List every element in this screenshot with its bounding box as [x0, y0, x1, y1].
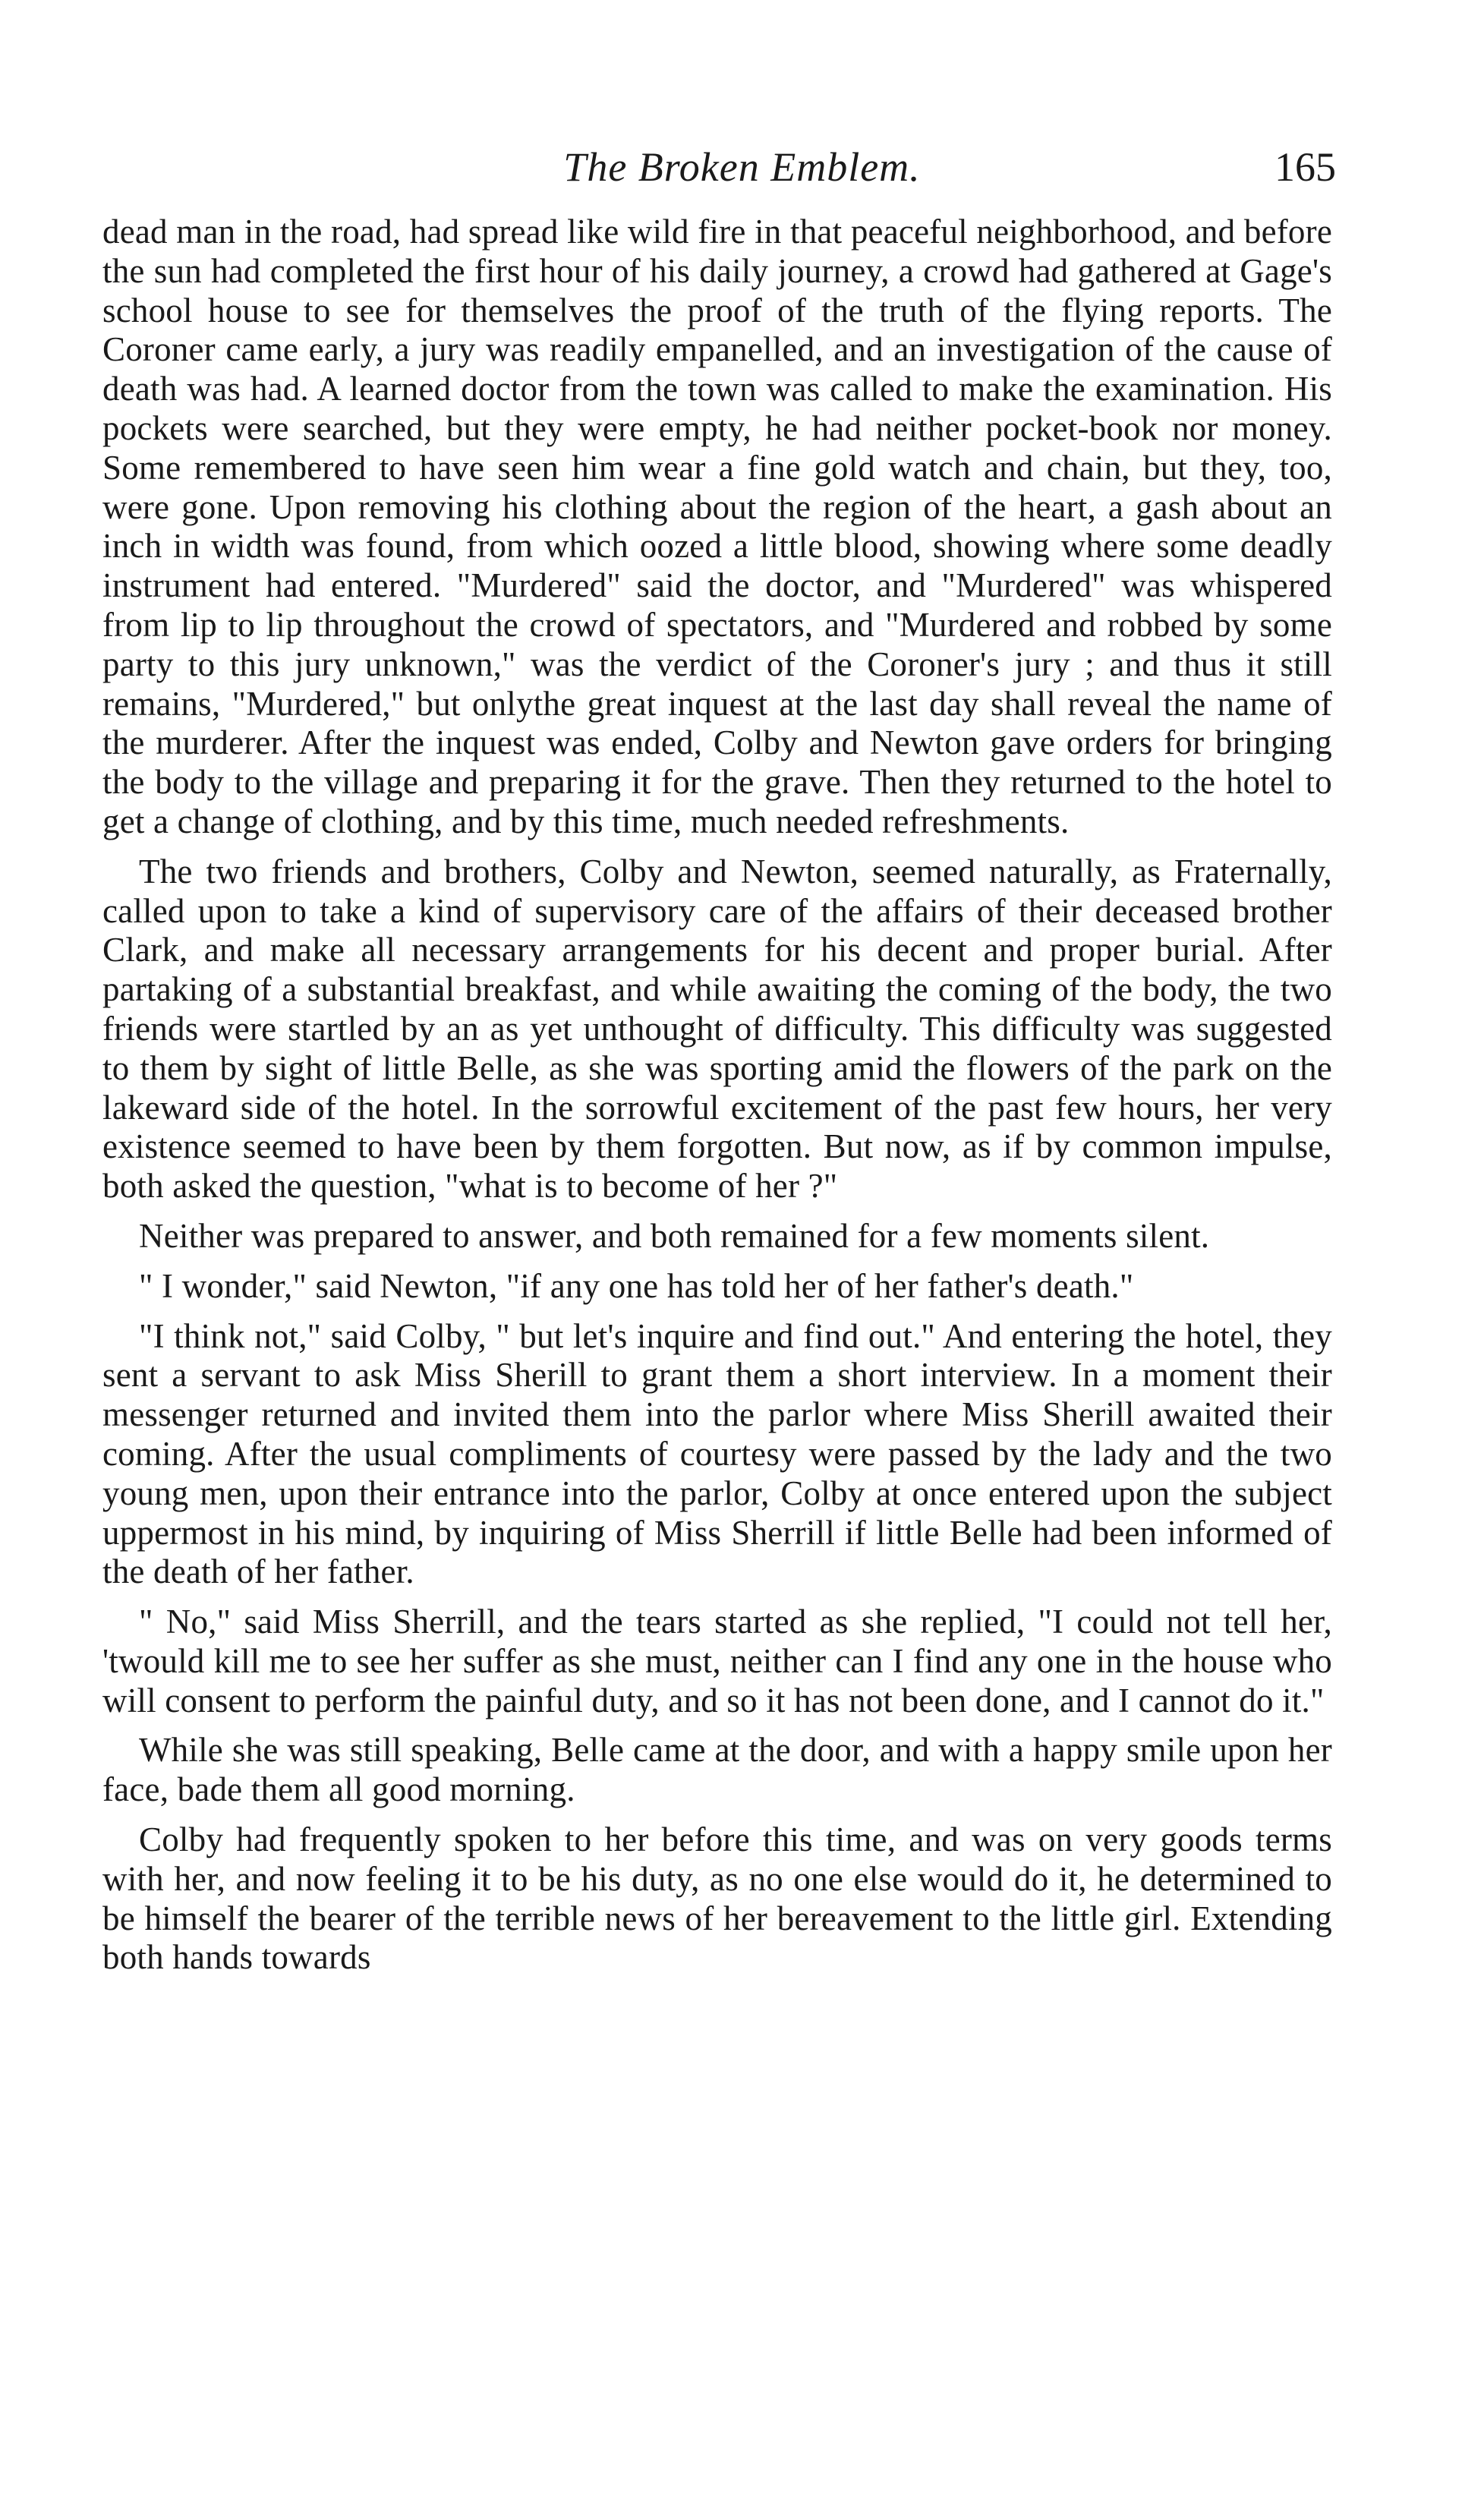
paragraph: "I think not," said Colby, " but let's inquire and find out." And entering the hotel, they sent a servant to ask Miss Sherill to grant them a short interview. In a moment their messenger returned and invited them into the parlor where Miss Sherill awaited their coming. After the usual compliments of courtesy were passed by the lady and the two young men, upon their entrance into the parlor, Colby at once entered upon the subject uppermost in his mind, by inquiring of Miss Sherrill if little Belle had been informed of the death of her father. — [102, 1316, 1332, 1591]
paragraph: While she was still speaking, Belle came at the door, and with a happy smile upon her face, bade them all good morning. — [102, 1731, 1332, 1809]
body-text — [102, 213, 1332, 1978]
paragraph: Colby had frequently spoken to her before this time, and was on very goods terms with her, and now feeling it to be his duty, as no one else would do it, he determined to be himself the bearer of the terrible news of her bereavement to the little girl. Extending both hands towards — [102, 1820, 1332, 1977]
paragraph: " No," said Miss Sherrill, and the tears started as she replied, "I could not tell her, 'twould kill me to see her suffer as she must, neither can I find any one in the house who will consent to perform the painful duty, and so it has not been done, and I cannot do it." — [102, 1603, 1332, 1719]
paragraph: The two friends and brothers, Colby and Newton, seemed naturally, as Fraternally, called upon to take a kind of supervisory care of the affairs of their deceased brother Clark, and make all necessary arrangements for his decent and proper burial. After partaking of a substantial breakfast, and while awaiting the coming of the body, the two friends were startled by an as yet unthought of difficulty. This difficulty was suggested to them by sight of little Belle, as she was sporting amid the flowers of the park on the lakeward side of the hotel. In the sorrowful excitement of the past few hours, her very existence seemed to have been by them forgotten. But now, as if by common impulse, both asked the question, "what is to become of her ?" — [102, 852, 1332, 1206]
running-title: The Broken Emblem. — [563, 144, 921, 190]
paragraph: " I wonder," said Newton, "if any one has told her of her father's death." — [139, 1266, 1134, 1305]
paragraph-continued: dead man in the road, had spread like wild fire in that peaceful neighborhood, and before the sun had completed the first hour of his daily journey, a crowd had gathered at Gage's school house to see for themselves the proof of the truth of the flying reports. The Coroner came early, a jury was readily empanelled, and an investigation of the cause of death was had. A learned doctor from the town was called to make the examination. His pockets were searched, but they were empty, he had neither pocket-book nor money. Some remembered to have seen him wear a fine gold watch and chain, but they, too, were gone. Upon removing his clothing about the region of the heart, a gash about an inch in width was found, from which oozed a little blood, showing where some deadly instrument had entered. "Murdered" said the doctor, and "Murdered" was whispered from lip to lip throughout the crowd of spectators, and "Murdered and robbed by some party to this jury unknown," was the verdict of the Coroner's jury ; and thus it still remains, "Murdered," but onlythe great inquest at the last day shall reveal the name of the murderer. After the inquest was ended, Colby and Newton gave orders for bringing the body to the village and preparing it for the grave. Then they returned to the hotel to get a change of clothing, and by this time, much needed refreshments. — [102, 213, 1332, 840]
page-number: 165 — [1274, 144, 1336, 190]
paragraph: Neither was prepared to answer, and both remained for a few moments silent. — [139, 1216, 1210, 1255]
running-head — [0, 137, 1484, 197]
